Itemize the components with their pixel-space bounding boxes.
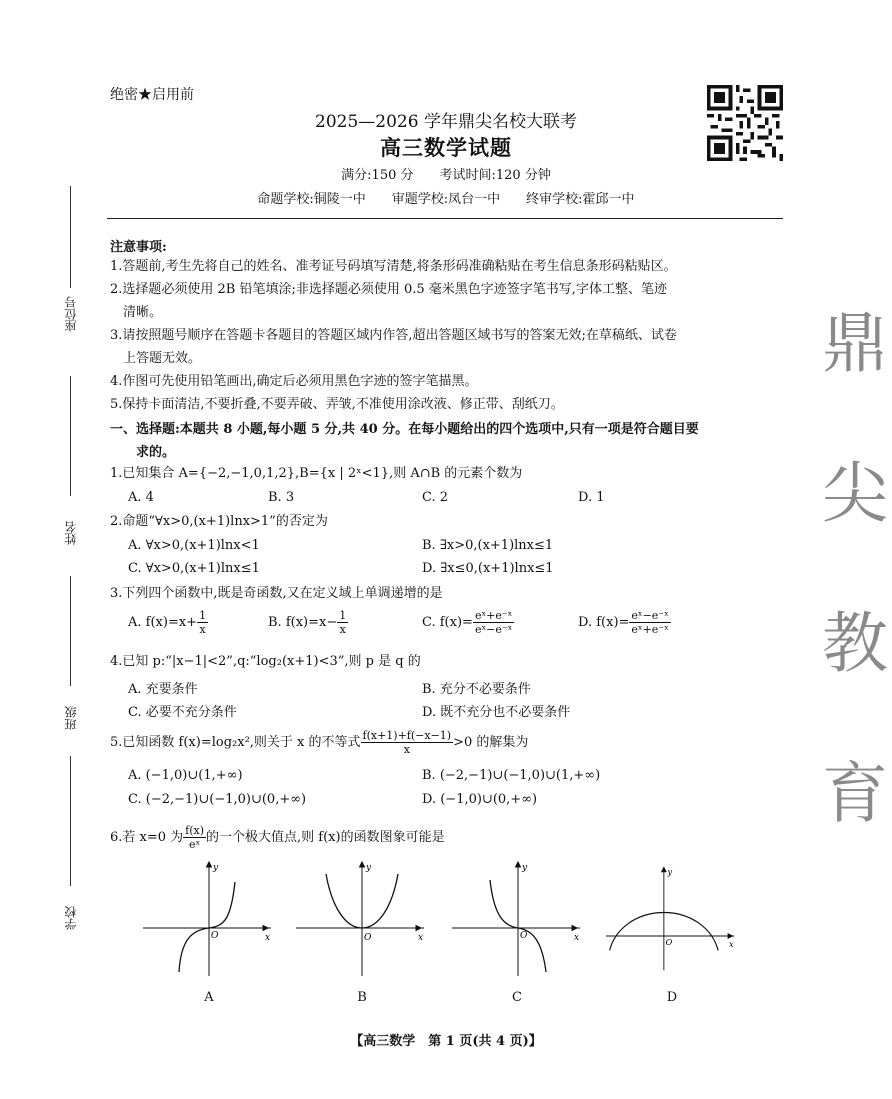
graph-b (296, 858, 428, 976)
binding-line (70, 186, 71, 288)
binding-strip (56, 186, 86, 946)
denominator: x (199, 623, 206, 636)
numerator: f(x) (185, 824, 205, 837)
notice-item: 5.保持卡面清洁,不要折叠,不要弄破、弄皱,不准使用涂改液、修正带、刮纸刀。 (110, 397, 564, 412)
q4-option-c: C. 必要不充分条件 (128, 705, 237, 720)
fraction (337, 609, 348, 636)
q3-option-c (422, 609, 514, 636)
watermark-char: 尖 (822, 455, 888, 532)
axis-x-label: x (728, 938, 734, 949)
denominator: eˣ (189, 838, 201, 851)
q3-option-d-text: D. f(x)= (578, 615, 630, 630)
q5-stem-text: 5.已知函数 f(x)=log₂x²,则关于 x 的不等式 (110, 735, 361, 750)
school-label: 学校 (64, 906, 78, 930)
q5-option-d: D. (−1,0)∪(0,+∞) (422, 792, 538, 807)
watermark-char: 教 (822, 605, 888, 682)
binding-line (70, 756, 71, 886)
notice-item: 清晰。 (123, 305, 163, 320)
denominator: x (403, 743, 410, 756)
origin-label: O (211, 931, 219, 941)
axis-x-label: x (574, 933, 580, 943)
section-heading: 一、选择题:本题共 8 小题,每小题 5 分,共 40 分。在每小题给出的四个选项中,只有一项是符合题目要 (110, 422, 699, 437)
notice-item: 上答题无效。 (123, 351, 202, 366)
numerator: 1 (199, 609, 207, 622)
binding-line (70, 576, 71, 686)
fraction (197, 609, 208, 636)
q5-option-a: A. (−1,0)∪(1,+∞) (128, 768, 243, 783)
q3-option-a-text: A. f(x)=x+ (128, 615, 198, 630)
axis-y-label: y (366, 863, 372, 873)
graph-d (606, 858, 738, 976)
axis-y-label: y (213, 863, 219, 873)
q3-option-a (128, 609, 208, 636)
axis-x-label: x (418, 933, 424, 943)
class-label: 班级 (64, 706, 78, 730)
binding-line (70, 376, 71, 496)
denominator: eˣ−e⁻ˣ (474, 623, 513, 636)
q5-option-b: B. (−2,−1)∪(−1,0)∪(1,+∞) (422, 768, 601, 783)
notice-title: 注意事项: (110, 240, 167, 255)
graph-a-label: A (204, 990, 214, 1005)
q3-stem: 3.下列四个函数中,既是奇函数,又在定义域上单调递增的是 (110, 586, 443, 601)
notice-item: 2.选择题必须使用 2B 铅笔填涂;非选择题必须使用 0.5 毫米黑色字迹签字笔书写,字体工整、笔迹 (110, 282, 667, 297)
q1-stem: 1.已知集合 A={−2,−1,0,1,2},B={x | 2ˣ<1},则 A∩B 的元素个数为 (110, 466, 523, 481)
q4-option-b: B. 充分不必要条件 (422, 682, 531, 697)
section-heading-cont: 求的。 (136, 445, 176, 460)
name-label: 姓名 (64, 521, 78, 545)
fraction (473, 609, 514, 636)
graph-d-label: D (666, 990, 678, 1005)
axis-x-label: x (265, 933, 271, 943)
page-footer: 【高三数学 第 1 页(共 4 页)】 (350, 1034, 542, 1049)
watermark-char: 鼎 (822, 305, 888, 382)
header-divider (107, 218, 783, 219)
numerator: eˣ+e⁻ˣ (474, 609, 513, 622)
exam-title: 2025—2026 学年鼎尖名校大联考 (315, 112, 577, 132)
q5-stem-text: >0 的解集为 (453, 735, 529, 750)
q2-option-a: A. ∀x>0,(x+1)lnx<1 (128, 538, 260, 553)
q4-option-d: D. 既不充分也不必要条件 (422, 705, 571, 720)
q6-stem-text: 的一个极大值点,则 f(x)的函数图象可能是 (206, 830, 445, 845)
q1-option-c: C. 2 (422, 490, 449, 505)
graph-c (452, 858, 584, 976)
exam-schools: 命题学校:铜陵一中 审题学校:凤台一中 终审学校:霍邱一中 (257, 192, 635, 207)
q3-option-b (268, 609, 348, 636)
denominator: x (339, 623, 346, 636)
numerator: f(x+1)+f(−x−1) (362, 729, 452, 742)
q2-option-b: B. ∃x>0,(x+1)lnx≤1 (422, 538, 554, 553)
seat-number-label: 座位号 (64, 296, 78, 332)
q2-stem: 2.命题“∀x>0,(x+1)lnx>1”的否定为 (110, 514, 328, 529)
numerator: 1 (339, 609, 347, 622)
origin-label: O (665, 937, 673, 948)
q5-stem (110, 729, 528, 756)
q1-option-a: A. 4 (128, 490, 154, 505)
q2-option-d: D. ∃x≤0,(x+1)lnx≤1 (422, 561, 554, 576)
graph-b-label: B (357, 990, 367, 1005)
graph-a (143, 858, 275, 976)
q4-option-a: A. 充要条件 (128, 682, 198, 697)
denominator: eˣ+e⁻ˣ (631, 623, 669, 636)
q1-option-d: D. 1 (578, 490, 605, 505)
x-arrow (263, 926, 268, 931)
confidential-mark: 绝密★启用前 (110, 87, 194, 103)
q1-option-b: B. 3 (268, 490, 295, 505)
fraction (361, 729, 454, 756)
q4-stem: 4.已知 p:“|x−1|<2”,q:“log₂(x+1)<3”,则 p 是 q 的 (110, 654, 421, 669)
graph-c-label: C (512, 990, 522, 1005)
origin-label: O (364, 933, 372, 943)
curve (179, 882, 235, 972)
notice-item: 1.答题前,考生先将自己的姓名、准考证号码填写清楚,将条形码准确粘贴在考生信息条形码粘贴区。 (110, 259, 677, 274)
axis-y-label: y (522, 863, 528, 873)
qr-code-icon (707, 85, 783, 161)
fraction (183, 824, 206, 851)
q6-stem (110, 824, 445, 851)
y-arrow (207, 862, 212, 867)
notice-item: 4.作图可先使用铅笔画出,确定后必须用黑色字迹的签字笔描黑。 (110, 374, 478, 389)
subject-title: 高三数学试题 (380, 135, 512, 160)
q6-stem-text: 6.若 x=0 为 (110, 830, 184, 845)
q5-option-c: C. (−2,−1)∪(−1,0)∪(0,+∞) (128, 792, 307, 807)
exam-meta: 满分:150 分 考试时间:120 分钟 (341, 168, 551, 183)
q3-option-c-text: C. f(x)= (422, 615, 473, 630)
q2-option-c: C. ∀x>0,(x+1)lnx≤1 (128, 561, 260, 576)
axis-y-label: y (667, 866, 673, 877)
origin-label: O (520, 931, 528, 941)
numerator: eˣ−e⁻ˣ (631, 609, 669, 622)
fraction (629, 609, 670, 636)
q3-option-b-text: B. f(x)=x− (268, 615, 338, 630)
watermark-char: 育 (822, 755, 888, 832)
notice-item: 3.请按照题号顺序在答题卡各题目的答题区域内作答,超出答题区域书写的答案无效;在草稿纸、试卷 (110, 328, 677, 343)
q3-option-d (578, 609, 671, 636)
